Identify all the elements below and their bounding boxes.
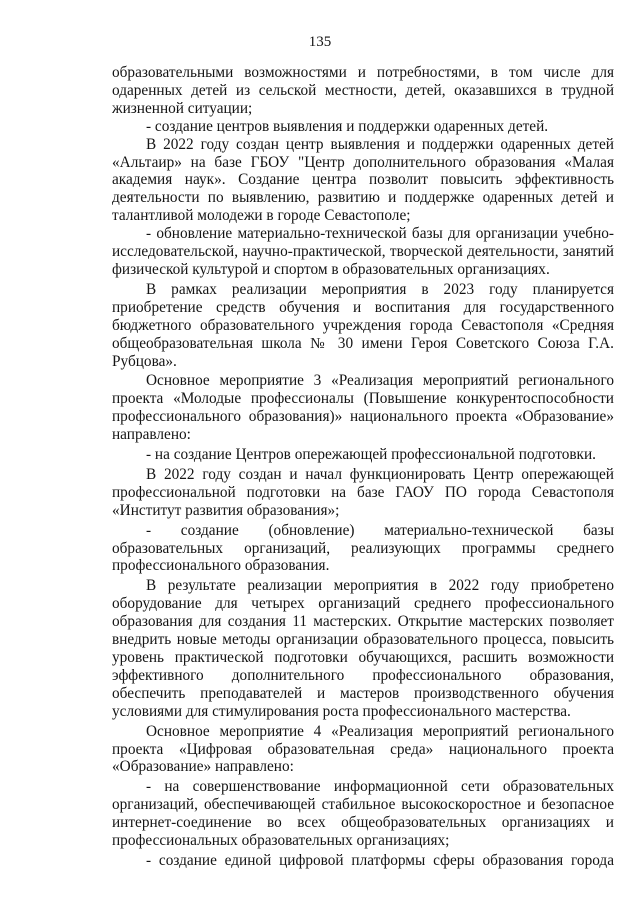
paragraph: - создание (обновление) материально-технической базы образовательных организаций, реализующих программы среднего профессионального образования. bbox=[112, 521, 614, 575]
paragraph: В результате реализации мероприятия в 2022 году приобретено оборудование для четырех организаций среднего профессионального образования для создания 11 мастерских. Открытие мастерских позволяет внедрить новые методы организации образовательного процесса, повысить уровень практической подготовки обучающихся, расшить возможности эффективного дополнительного профессионального образования, обеспечить преподавателей и мастеров производственного обучения условиями для стимулирования роста профессионального мастерства. bbox=[112, 577, 614, 720]
paragraph: - создание центров выявления и поддержки одаренных детей. bbox=[146, 117, 549, 135]
paragraph: Основное мероприятие 3 «Реализация мероприятий регионального проекта «Молодые профессионалы (Повышение конкурентоспособности профессионального образования)» национального проекта «Образование» направлено: bbox=[112, 372, 614, 444]
paragraph: В 2022 году создан и начал функционировать Центр опережающей профессиональной подготовки на базе ГАОУ ПО города Севастополя «Институт развития образования»; bbox=[112, 465, 614, 519]
paragraph: Основное мероприятие 4 «Реализация мероприятий регионального проекта «Цифровая образовательная среда» национального проекта «Образование» направлено: bbox=[112, 722, 614, 776]
paragraph: - создание единой цифровой платформы сферы образования города bbox=[146, 851, 614, 869]
page-number: 135 bbox=[308, 34, 332, 50]
paragraph: образовательными возможностями и потребностями, в том числе для одаренных детей из сельской местности, детей, оказавшихся в трудной жизненной ситуации; bbox=[112, 64, 614, 117]
paragraph: В рамках реализации мероприятия в 2023 году планируется приобретение средств обучения и воспитания для государственного бюджетного образовательного учреждения города Севастополя «Средняя общеобразовательная школа № 30 имени Героя Советского Союза Г.А. Рубцова». bbox=[112, 280, 614, 370]
document-body bbox=[112, 64, 614, 870]
paragraph: - на создание Центров опережающей профессиональной подготовки. bbox=[146, 446, 597, 464]
paragraph: - на совершенствование информационной сети образовательных организаций, обеспечивающей стабильное высокоскоростное и безопасное интернет-соединение во всех общеобразовательных организациях и профессиональных образовательных организациях; bbox=[112, 778, 614, 850]
paragraph: - обновление материально-технической базы для организации учебно-исследовательской, научно-практической, творческой деятельности, занятий физической культурой и спортом в образовательных организациях. bbox=[112, 225, 614, 278]
paragraph: В 2022 году создан центр выявления и поддержки одаренных детей «Альтаир» на базе ГБОУ "Центр дополнительного образования «Малая академия наук». Создание центра позволит повысить эффективность деятельности по выявлению, развитию и поддержке одаренных детей и талантливой молодежи в городе Севастополе; bbox=[112, 135, 614, 225]
